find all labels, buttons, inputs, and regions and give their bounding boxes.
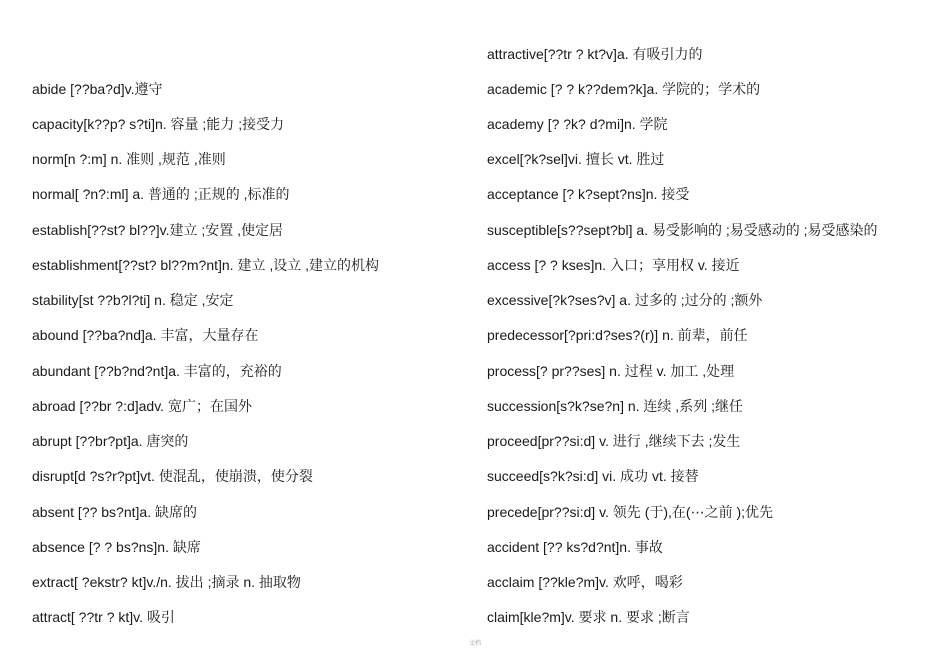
vocab-entry: precede[pr??si:d] v. 领先 (于),在(⋯之前 );优先 bbox=[487, 504, 774, 520]
vocab-entry: attract[ ??tr ? kt]v. 吸引 bbox=[32, 609, 175, 625]
vocab-entry: academy [? ?k? d?mi]n. 学院 bbox=[487, 116, 668, 132]
vocab-entry: norm[n ?:m] n. 准则 ,规范 ,准则 bbox=[32, 151, 226, 167]
vocab-entry: abundant [??b?nd?nt]a. 丰富的，充裕的 bbox=[32, 363, 282, 379]
vocab-entry: succeed[s?k?si:d] vi. 成功 vt. 接替 bbox=[487, 468, 699, 484]
vocab-entry: academic [? ? k??dem?k]a. 学院的；学术的 bbox=[487, 81, 761, 97]
vocab-entry: abroad [??br ?:d]adv. 宽广；在国外 bbox=[32, 398, 252, 414]
vocab-entry: proceed[pr??si:d] v. 进行 ,继续下去 ;发生 bbox=[487, 433, 741, 449]
vocab-entry: abound [??ba?nd]a. 丰富，大量存在 bbox=[32, 327, 259, 343]
vocab-entry: process[? pr??ses] n. 过程 v. 加工 ,处理 bbox=[487, 363, 735, 379]
vocab-entry: acclaim [??kle?m]v. 欢呼，喝彩 bbox=[487, 574, 683, 590]
vocab-entry: abide [??ba?d]v.遵守 bbox=[32, 81, 163, 97]
vocab-entry: succession[s?k?se?n] n. 连续 ,系列 ;继任 bbox=[487, 398, 743, 414]
vocab-entry: access [? ? kses]n. 入口；享用权 v. 接近 bbox=[487, 257, 740, 273]
vocab-entry: stability[st ??b?l?ti] n. 稳定 ,安定 bbox=[32, 292, 234, 308]
vocab-entry: establish[??st? bl??]v.建立 ;安置 ,使定居 bbox=[32, 222, 284, 238]
vocab-entry: absent [?? bs?nt]a. 缺席的 bbox=[32, 504, 197, 520]
vocab-entry: normal[ ?n?:ml] a. 普通的 ;正规的 ,标准的 bbox=[32, 186, 290, 202]
vocab-entry: capacity[k??p? s?ti]n. 容量 ;能力 ;接受力 bbox=[32, 116, 285, 132]
vocab-entry: acceptance [? k?sept?ns]n. 接受 bbox=[487, 186, 690, 202]
vocab-entry: extract[ ?ekstr? kt]v./n. 拔出 ;摘录 n. 抽取物 bbox=[32, 574, 301, 590]
vocab-entry: predecessor[?pri:d?ses?(r)] n. 前辈，前任 bbox=[487, 327, 748, 343]
vocab-entry: absence [? ? bs?ns]n. 缺席 bbox=[32, 539, 201, 555]
vocab-entry: claim[kle?m]v. 要求 n. 要求 ;断言 bbox=[487, 609, 690, 625]
vocab-entry: abrupt [??br?pt]a. 唐突的 bbox=[32, 433, 189, 449]
vocab-entry: establishment[??st? bl??m?nt]n. 建立 ,设立 ,建立的机构 bbox=[32, 257, 380, 273]
vocab-entry: susceptible[s??sept?bl] a. 易受影响的 ;易受感动的 ;易受感染的 bbox=[487, 222, 878, 238]
vocab-entry: attractive[??tr ? kt?v]a. 有吸引力的 bbox=[487, 46, 703, 62]
vocab-entry: excel[?k?sel]vi. 擅长 vt. 胜过 bbox=[487, 151, 665, 167]
vocab-entry: accident [?? ks?d?nt]n. 事故 bbox=[487, 539, 663, 555]
vocab-entry: excessive[?k?ses?v] a. 过多的 ;过分的 ;额外 bbox=[487, 292, 763, 308]
vocab-entry: disrupt[d ?s?r?pt]vt. 使混乱，使崩溃，使分裂 bbox=[32, 468, 313, 484]
page-footer-label: 文档 bbox=[468, 640, 481, 647]
